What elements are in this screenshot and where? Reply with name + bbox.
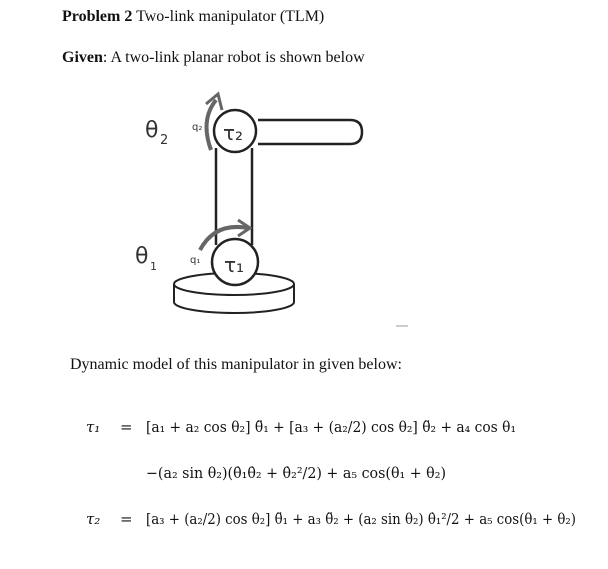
q1-label: q₁ [190, 255, 201, 266]
tau1-label: τ₁ [224, 253, 245, 277]
theta2-label: θ [145, 118, 159, 143]
tau2-equals: = [120, 510, 133, 528]
tau2-lhs: τ₂ [86, 510, 101, 528]
q2-label: q₂ [192, 122, 203, 133]
tau1-equals: = [120, 418, 133, 436]
problem-abbrev: (TLM) [279, 8, 325, 25]
tau1-line2: −(a₂ sin θ₂)(θ̇₁θ̇₂ + θ̇₂²/2) + a₅ cos(θ₁ + θ₂) [146, 464, 446, 482]
theta1-label: θ [135, 244, 149, 269]
tau1-line1: [a₁ + a₂ cos θ₂] θ̈₁ + [a₃ + (a₂/2) cos θ₂] θ̈₂ + a₄ cos θ₁ [146, 418, 516, 436]
tau2-label: τ₂ [223, 121, 244, 145]
tau1-lhs: τ₁ [86, 418, 101, 436]
problem-label: Problem 2 [62, 8, 133, 25]
theta2-subscript: 2 [160, 133, 169, 148]
theta1-subscript: 1 [150, 260, 157, 273]
tau2-line: [a₃ + (a₂/2) cos θ₂] θ̈₁ + a₃ θ̈₂ + (a₂ sin θ₂) θ̇₁²/2 + a₅ cos(θ₁ + θ₂) [146, 510, 576, 528]
model-intro: Dynamic model of this manipulator in given below: [70, 356, 402, 373]
given-label: Given [62, 49, 103, 66]
given-text: : A two-link planar robot is shown below [102, 49, 365, 66]
problem-title-text: Two-link manipulator [136, 8, 276, 25]
